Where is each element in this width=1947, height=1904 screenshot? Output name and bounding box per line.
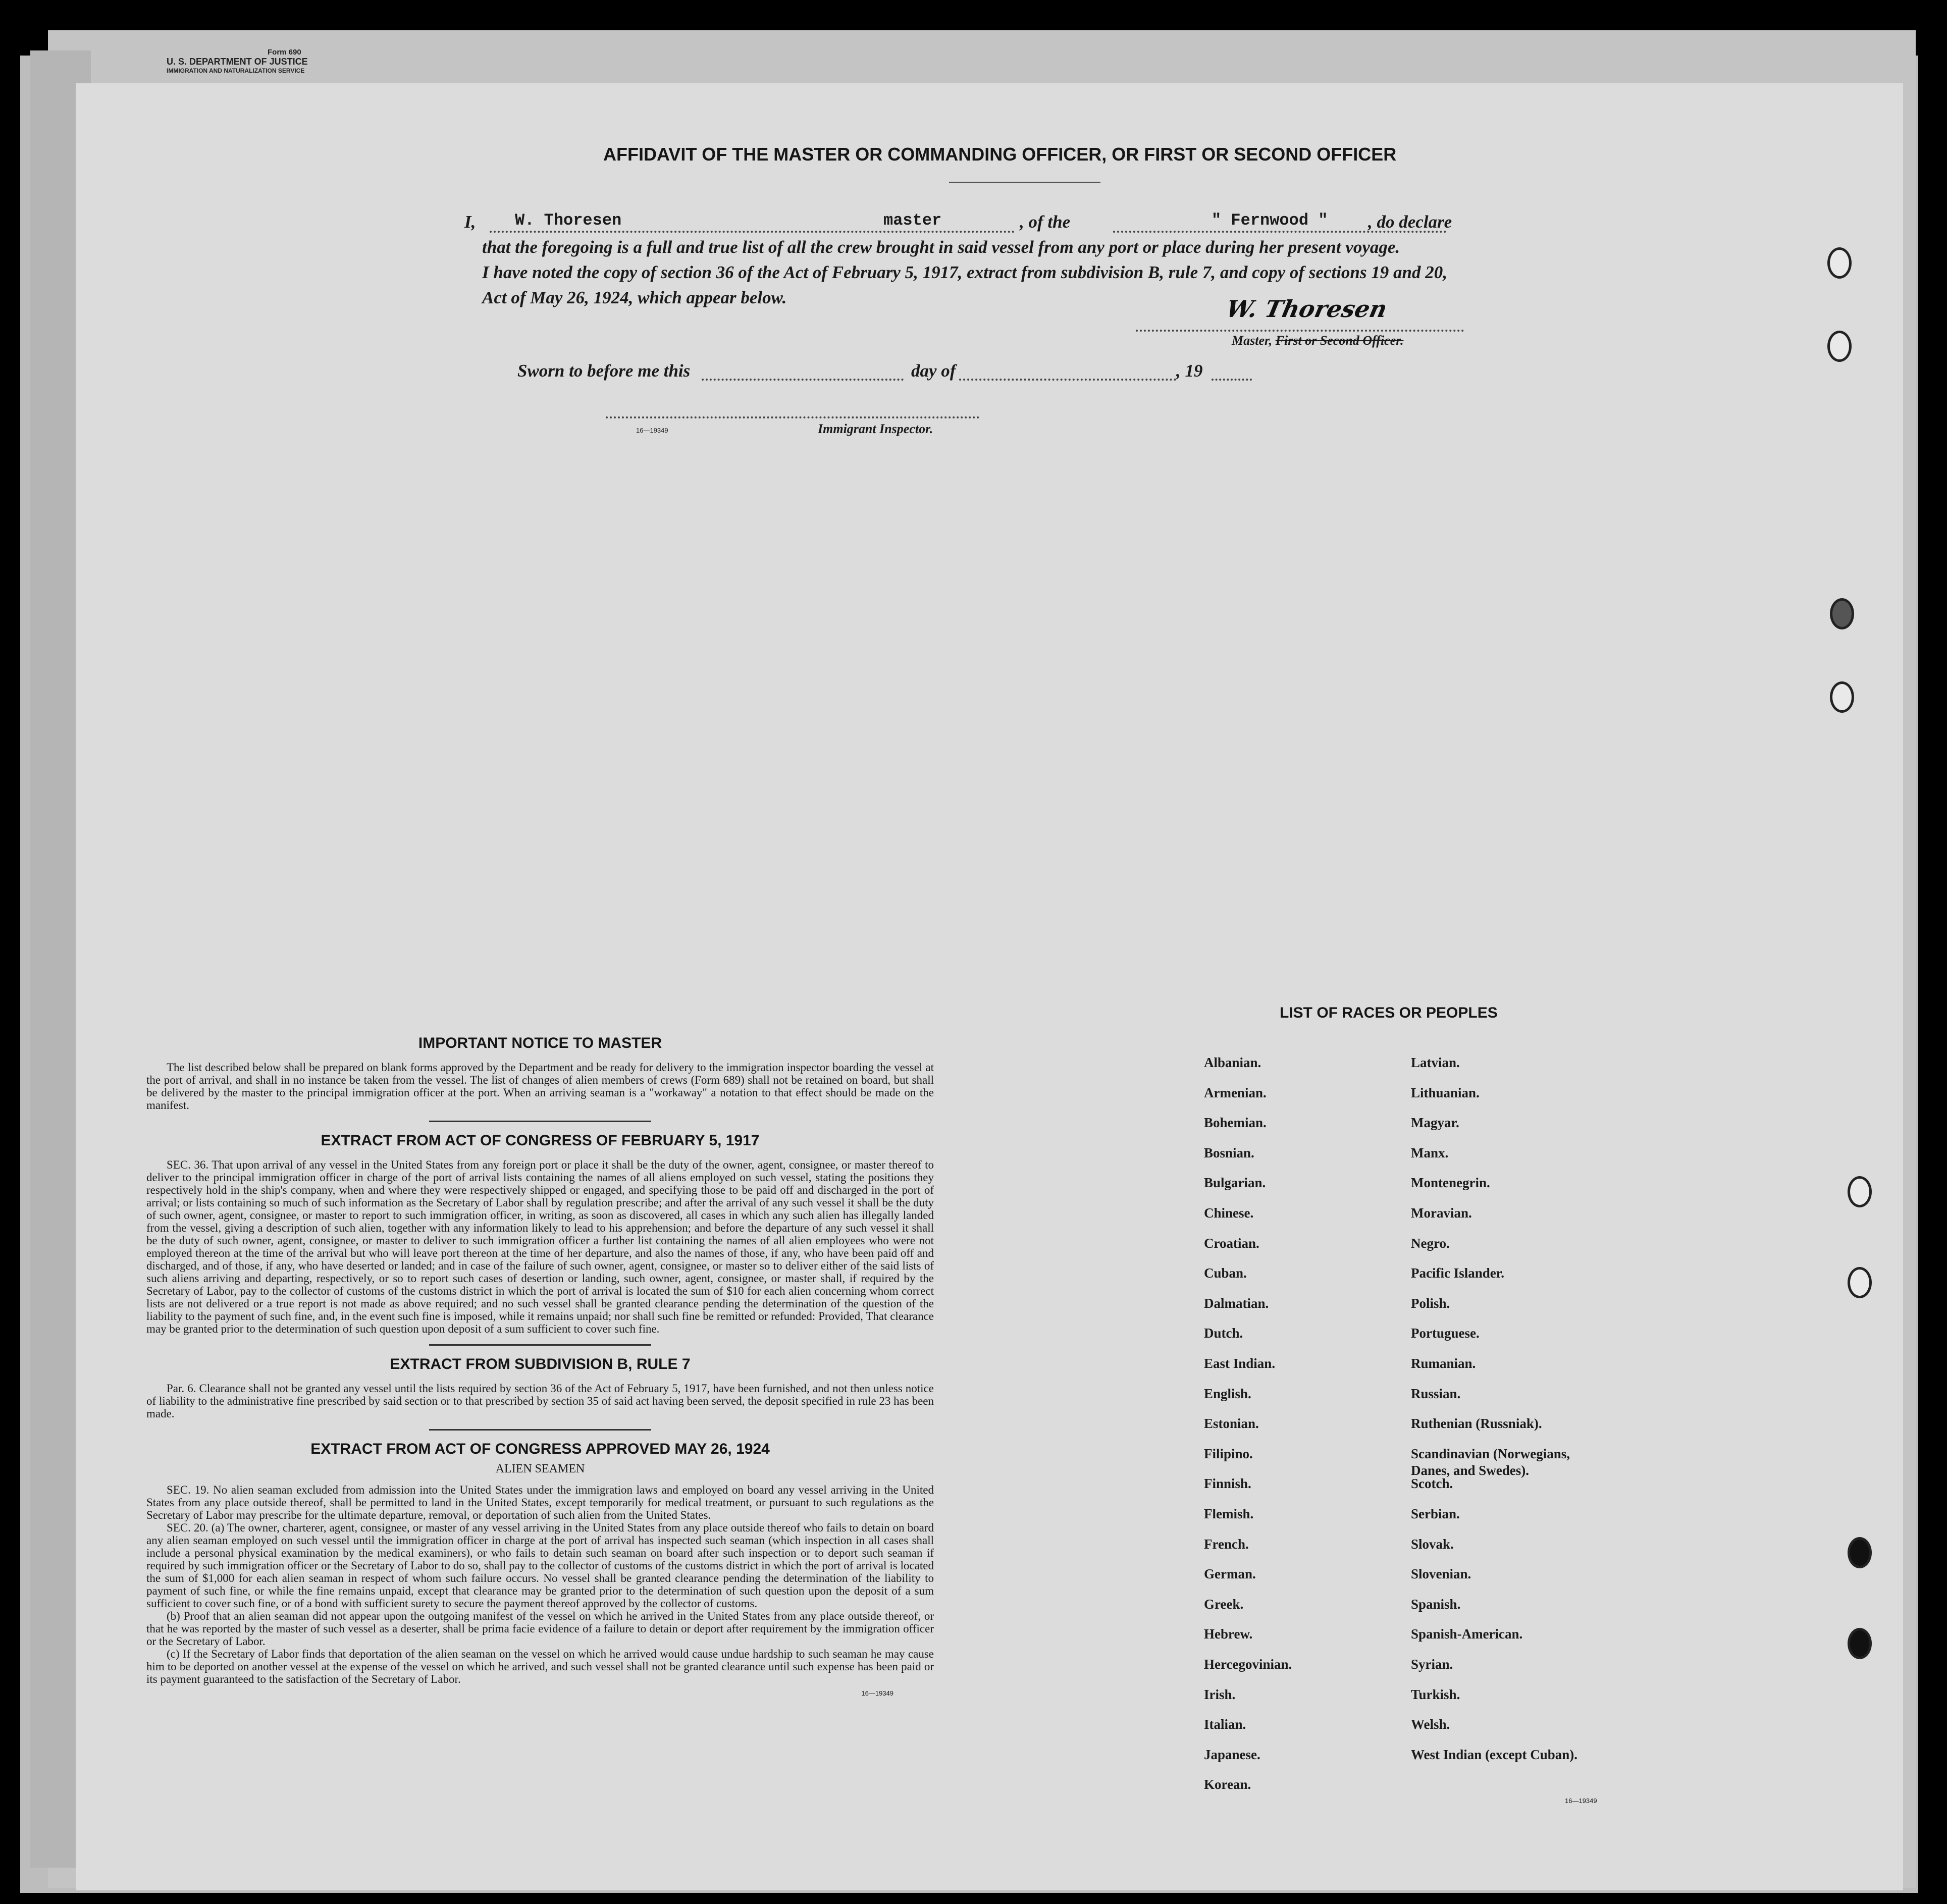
inspector-signature-line	[606, 416, 979, 418]
race-item: West Indian (except Cuban).	[1411, 1747, 1578, 1762]
race-item: German.	[1204, 1566, 1256, 1582]
sec20c-text: (c) If the Secretary of Labor finds that deportation of the alien seaman on the vessel on which he arrived would cause undue hardship to such seaman he may cause him to be deported on another vessel at the expense of the vessel on which he arrived, and such vessel shall not be granted clearance until such expense has been paid or its payment guaranteed to the satisfaction of the Secretary of Labor.	[146, 1648, 934, 1685]
sec19-text: SEC. 19. No alien seaman excluded from admission into the United States under the immigration laws and employed on board any vessel arriving in the United States from any place outside thereof, shall be permitted to land in the United States, except temporarily for medical treatment, or pursuant to such regulations as the Secretary of Labor may prescribe for the ultimate departure, removal, or deportation of such alien from the United States.	[146, 1484, 934, 1521]
race-item: East Indian.	[1204, 1356, 1276, 1371]
title-rule	[949, 182, 1100, 183]
service-name: IMMIGRATION AND NATURALIZATION SERVICE	[167, 67, 305, 74]
legal-column	[146, 1035, 934, 1697]
race-item: Dutch.	[1204, 1326, 1243, 1341]
race-item: Slovak.	[1411, 1536, 1454, 1552]
sworn-label: Sworn to before me this	[517, 361, 691, 381]
race-item: Pacific Islander.	[1411, 1265, 1504, 1281]
race-item: Welsh.	[1411, 1717, 1450, 1732]
notice-title: IMPORTANT NOTICE TO MASTER	[418, 1035, 662, 1051]
race-item: Finnish.	[1204, 1476, 1251, 1492]
race-item: Italian.	[1204, 1717, 1246, 1732]
race-item: Irish.	[1204, 1686, 1236, 1702]
race-item: Filipino.	[1204, 1446, 1253, 1461]
race-item: Estonian.	[1204, 1416, 1259, 1432]
race-item: Dalmatian.	[1204, 1295, 1269, 1311]
race-item: Hercegovinian.	[1204, 1657, 1292, 1672]
race-item: Chinese.	[1204, 1205, 1254, 1221]
rule7-title: EXTRACT FROM SUBDIVISION B, RULE 7	[390, 1356, 691, 1372]
declaration-line2: that the foregoing is a full and true list of all the crew brought in said vessel from any port or place during her present voyage.	[482, 237, 1400, 257]
extract-1924-form-code: 16—19349	[861, 1689, 893, 1697]
year-label: , 19	[1176, 361, 1203, 381]
inspector-label: Immigrant Inspector.	[818, 421, 933, 436]
race-item: Magyar.	[1411, 1115, 1459, 1131]
day-of-label: day of	[911, 361, 956, 381]
signer-master: Master,	[1232, 333, 1273, 348]
race-item: Hebrew.	[1204, 1626, 1253, 1642]
race-item: Portuguese.	[1411, 1326, 1480, 1341]
binder-hole-1	[1827, 247, 1852, 279]
binder-hole-3	[1830, 598, 1854, 629]
affidavit-title: AFFIDAVIT OF THE MASTER OR COMMANDING OFFICER, OR FIRST OR SECOND OFFICER	[603, 144, 1397, 165]
inspector-form-code: 16—19349	[636, 427, 668, 434]
race-item: Lithuanian.	[1411, 1085, 1480, 1100]
sec20b-text: (b) Proof that an alien seaman did not appear upon the outgoing manifest of the vessel on which he arrived in the United States from any place outside thereof, or that he was reported by the master of such vessel as a deserter, shall be prima facie evidence of a failure to detain or deport after requirement by the immigration officer or the Secretary of Labor.	[146, 1610, 934, 1648]
race-item: Latvian.	[1411, 1055, 1460, 1070]
race-item: Scandinavian (Norwegians,	[1411, 1446, 1570, 1461]
race-item: Korean.	[1204, 1777, 1251, 1792]
race-item: Rumanian.	[1411, 1356, 1476, 1371]
affidavit-sheet	[76, 83, 1903, 1890]
race-item: Cuban.	[1204, 1265, 1247, 1281]
race-item: Syrian.	[1411, 1657, 1453, 1672]
do-declare-label: , do declare	[1368, 212, 1452, 232]
race-item: Spanish.	[1411, 1596, 1461, 1612]
binder-hole-6	[1848, 1267, 1872, 1298]
extract-1917-divider	[429, 1344, 651, 1346]
race-item: Albanian.	[1204, 1055, 1261, 1070]
signer-title	[1232, 333, 1403, 348]
sworn-month-blank	[959, 379, 1176, 381]
form-number: Form 690	[268, 48, 301, 57]
binder-hole-2	[1827, 331, 1852, 362]
race-item: Croatian.	[1204, 1235, 1259, 1251]
declaration-line4: Act of May 26, 1924, which appear below.	[482, 288, 787, 307]
declaration-line3: I have noted the copy of section 36 of the Act of February 5, 1917, extract from subdivision B, rule 7, and copy of sections 19 and 20,	[482, 262, 1447, 282]
race-item: Greek.	[1204, 1596, 1244, 1612]
binder-hole-5	[1848, 1176, 1872, 1207]
race-item: Serbian.	[1411, 1506, 1460, 1521]
master-rank: master	[883, 211, 942, 230]
notice-divider	[429, 1121, 651, 1122]
master-name: W. Thoresen	[515, 211, 622, 230]
race-item: Slovenian.	[1411, 1566, 1471, 1582]
year-blank	[1212, 379, 1252, 381]
race-item: Japanese.	[1204, 1747, 1260, 1762]
race-item: Negro.	[1411, 1235, 1450, 1251]
binder-hole-4	[1830, 681, 1854, 713]
of-the-label: , of the	[1020, 212, 1071, 232]
race-item: Bohemian.	[1204, 1115, 1267, 1131]
race-item: Ruthenian (Russniak).	[1411, 1416, 1542, 1432]
rule7-text: Par. 6. Clearance shall not be granted any vessel until the lists required by section 36 of the Act of February 5, 1917, have been furnished, and not then unless notice of liability to the administrative fine prescribed by said section or to that prescribed by section 35 of said act having been served, the deposit specified in rule 23 has been made.	[146, 1382, 934, 1420]
race-item: Bulgarian.	[1204, 1175, 1266, 1191]
name-blank	[490, 231, 1015, 233]
signature-line	[1136, 330, 1464, 332]
declaration-line1-prefix: I,	[464, 212, 476, 232]
form-header	[167, 48, 429, 74]
binder-hole-8	[1848, 1628, 1872, 1659]
race-item: Flemish.	[1204, 1506, 1254, 1521]
extract-1917-text: SEC. 36. That upon arrival of any vessel in the United States from any foreign port or place it shall be the duty of the owner, agent, consignee, or master thereof to deliver to the principal immigration officer in charge of the port of arrival lists containing the names of all aliens employed on such vessel, stating the positions they respectively hold in the ship's company, when and where they were respectively shipped or engaged, and specifying those to be paid off and discharged in the port of arrival; or lists containing so much of such information as the Secretary of Labor shall by regulation prescribe; and after the arrival of any such vessel it shall be the duty of such owner, agent, consignee, or master to report to such immigration officer, in writing, as soon as discovered, all cases in which any such alien has illegally landed from the vessel, giving a description of such alien, together with any information likely to lead to his apprehension; and before the departure of any such vessel it shall be the duty of such owner, agent, consignee, or master to deliver to such immigration officer a further list containing the names of all alien employees who were not employed thereon at the time of the arrival but who will leave port thereon at the time of her departure, and also the names of those, if any, who have been paid off and discharged, and of those, if any, who have deserted or landed; and in case of the failure of such owner, agent, consignee, or master so to deliver either of the said lists of such aliens arriving and departing, respectively, or so to report such cases of desertion or landing, such owner, agent, consignee, or master shall, if required by the Secretary of Labor, pay to the collector of customs of the customs district in which the port of arrival is located the sum of $10 for each alien concerning whom correct lists are not delivered or a true report is not made as above required; and no such vessel shall be granted clearance pending the determination of the question of the liability to the payment of such fine, and, in the event such fine is imposed, while it remains unpaid; nor shall such fine be remitted or refunded: Provided, That clearance may be granted prior to the determination of such question upon deposit of a sum sufficient to cover such fine.	[146, 1158, 934, 1335]
race-item: Armenian.	[1204, 1085, 1267, 1100]
race-item: Scotch.	[1411, 1476, 1453, 1492]
race-item: Moravian.	[1411, 1205, 1472, 1221]
notice-text: The list described below shall be prepared on blank forms approved by the Department and be ready for delivery to the immigration inspector boarding the vessel at the port of arrival, and shall in no instance be taken from the vessel. The list of changes of alien members of crews (Form 689) shall not be retained on board, but shall be delivered by the master to the principal immigration officer at the port. When an arriving seaman is a "workaway" a notation to that effect should be made on the manifest.	[146, 1061, 934, 1112]
race-item: Montenegrin.	[1411, 1175, 1490, 1191]
races-title: LIST OF RACES OR PEOPLES	[1280, 1004, 1498, 1021]
department-name: U. S. DEPARTMENT OF JUSTICE	[167, 57, 308, 67]
race-item: Manx.	[1411, 1145, 1449, 1160]
extract-1924-subtitle: ALIEN SEAMEN	[495, 1462, 585, 1475]
races-form-code: 16—19349	[1565, 1797, 1597, 1805]
vessel-name: " Fernwood "	[1212, 211, 1328, 230]
sworn-day-blank	[702, 379, 904, 381]
race-item: Russian.	[1411, 1386, 1461, 1401]
race-item: Turkish.	[1411, 1686, 1460, 1702]
extract-1917-title: EXTRACT FROM ACT OF CONGRESS OF FEBRUARY 5, 1917	[321, 1132, 760, 1149]
rule7-divider	[429, 1429, 651, 1431]
race-item: Polish.	[1411, 1295, 1450, 1311]
race-item: Spanish-American.	[1411, 1626, 1523, 1642]
race-item: Bosnian.	[1204, 1145, 1254, 1160]
race-item: English.	[1204, 1386, 1251, 1401]
sec20a-text: SEC. 20. (a) The owner, charterer, agent, consignee, or master of any vessel arriving in the United States from any place outside thereof who fails to detain on board any alien seaman employed on such vessel until the immigration officer in charge at the port of arrival has inspected such seaman (which inspection in all cases shall include a personal physical examination by the medical examiners), or who fails to detain such seaman on board after such inspection or to deport such seaman if required by such immigration officer or the Secretary of Labor to do so, shall pay to the collector of customs of the customs district in which the port of arrival is located the sum of $1,000 for each alien seaman in respect of whom such failure occurs. No vessel shall be granted clearance pending the determination of the liability to payment of such fine, or while the fine remains unpaid, except that clearance may be granted prior to the determination of such question upon the deposit of a sum sufficient to cover such fine, or of a bond with sufficient surety to secure the payment thereof approved by the collector of customs.	[146, 1521, 934, 1610]
race-item: French.	[1204, 1536, 1249, 1552]
binder-hole-7	[1848, 1537, 1872, 1568]
master-signature: W. Thoresen	[1224, 295, 1390, 323]
race-item: Danes, and Swedes).	[1411, 1463, 1530, 1478]
signer-struck: First or Second Officer.	[1275, 333, 1404, 348]
extract-1924-title: EXTRACT FROM ACT OF CONGRESS APPROVED MAY 26, 1924	[310, 1441, 770, 1457]
